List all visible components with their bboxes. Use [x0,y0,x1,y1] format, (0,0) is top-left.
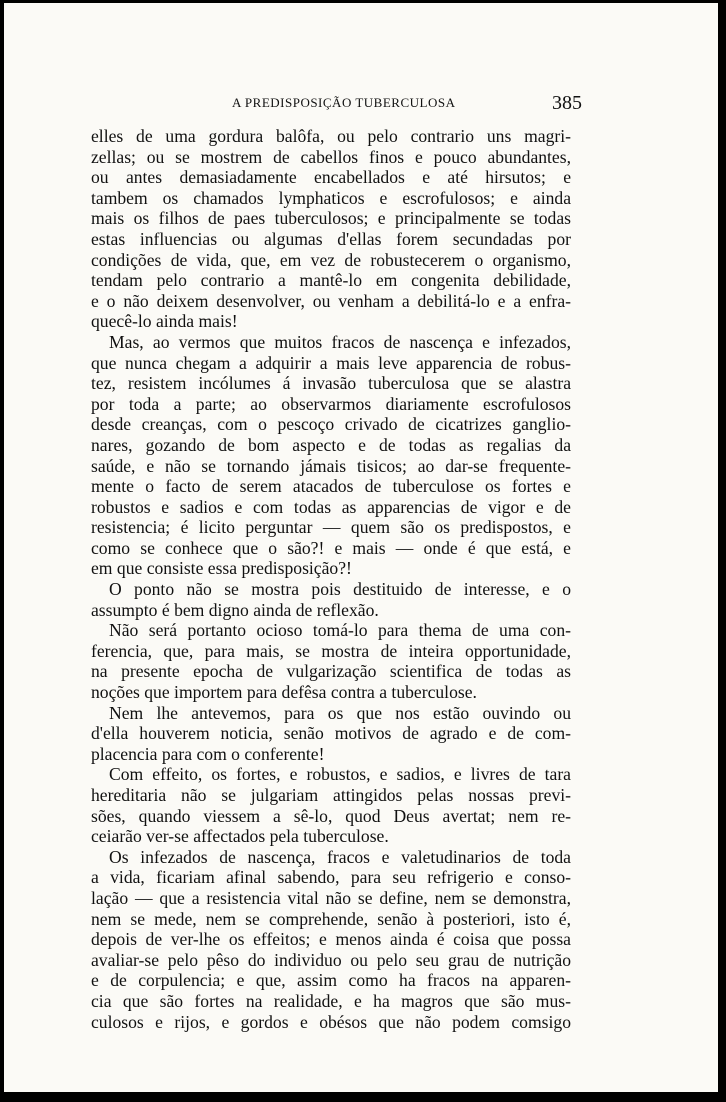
paragraph [91,620,571,702]
text-line: que nunca chegam a adquirir a mais leve apparencia de robus- [91,352,571,373]
text-line: lação — que a resistencia vital não se define, nem se demonstra, [91,887,571,908]
text-line: O ponto não se mostra pois destituido de interesse, e o [109,579,571,600]
text-line: e de corpulencia; e que, assim como ha fracos na apparen- [91,970,571,991]
text-line: noções que importem para defêsa contra a tuberculose. [91,682,477,703]
text-line: robustos e sadios e com todas as apparencias de vigor e de [91,496,571,517]
text-line: mente o facto de serem atacados de tuberculose os fortes e [91,476,571,497]
text-line: zellas; ou se mostrem de cabellos finos e pouco abundantes, [91,146,571,167]
text-line: ferencia, que, para mais, se mostra de inteira opportunidade, [91,640,571,661]
text-line: tambem os chamados lymphaticos e escrofulosos; e ainda [91,187,571,208]
page-number: 385 [552,92,582,114]
text-line: por toda a parte; ao observarmos diariamente escrofulosos [91,393,571,414]
text-line: nares, gozando de bom aspecto e de todas as regalias da [91,434,571,455]
text-line: a vida, ficariam afinal sabendo, para seu refrigerio e conso- [91,867,571,888]
text-line: como se conhece que o são?! e mais — onde é que está, e [91,537,571,558]
text-line: Nem lhe antevemos, para os que nos estão ouvindo ou [109,702,571,723]
text-line: elles de uma gordura balôfa, ou pelo contrario uns magri- [91,126,571,146]
text-line: hereditaria não se julgariam attingidos pelas nossas previ- [91,785,571,805]
text-line: tendam pelo contrario a mantê-lo em congenita debilidade, [91,270,571,291]
text-line: mais os filhos de paes tuberculosos; e principalmente se todas [91,208,571,229]
text-line: depois de ver-lhe os effeitos; e menos ainda é coisa que possa [91,929,571,950]
text-line: resistencia; é licito perguntar — quem são os predispostos, e [91,517,571,538]
text-line: condições de vida, que, em vez de robustecerem o organismo, [91,249,571,270]
paragraph [91,126,571,332]
body-text [91,126,571,1032]
text-line: d'ella houverem noticia, senão motivos de agrado e de com- [91,723,571,744]
text-line: Com effeito, os fortes, e robustos, e sadios, e livres de tara [109,764,571,785]
text-line: estas influencias ou algumas d'ellas forem secundadas por [91,228,571,249]
paragraph [91,579,571,620]
text-line: ceiarão ver-se affectados pela tuberculose. [91,826,389,847]
text-line: cia que são fortes na realidade, e ha magros que são mus- [91,990,571,1011]
text-line: assumpto é bem digno ainda de reflexão. [91,599,379,620]
text-line: tez, resistem incólumes á invasão tuberculosa que se alastra [91,373,571,394]
book-page [4,3,718,1092]
paragraph [91,847,571,1032]
text-line: Os infezados de nascença, fracos e valetudinarios de toda [109,846,571,867]
text-line: Mas, ao vermos que muitos fracos de nascença e infezados, [109,331,571,352]
paragraph [91,703,571,765]
text-line: culosos e rijos, e gordos e obésos que não podem comsigo [91,1011,571,1032]
text-line: nem se mede, nem se comprehende, senão à posteriori, isto é, [91,908,571,929]
text-line: e o não deixem desenvolver, ou venham a debilitá-lo e a enfra- [91,290,571,311]
text-line: saúde, e não se tornando jámais tisicos; ao dar-se frequente- [91,455,571,476]
text-line: na presente epocha de vulgarização scientifica de todas as [91,661,571,682]
text-line: ou antes demasiadamente encabellados e até hirsutos; e [91,167,571,188]
text-line: em que consiste essa predisposição?! [91,558,352,579]
paragraph [91,764,571,846]
text-line: quecê-lo ainda mais! [91,311,238,332]
text-line: Não será portanto ocioso tomá-lo para thema de uma con- [109,620,571,641]
running-head [92,92,582,116]
text-line: sões, quando viessem a sê-lo, quod Deus avertat; nem re- [91,805,571,826]
paragraph [91,332,571,579]
running-title: A PREDISPOSIÇÃO TUBERCULOSA [232,95,456,110]
text-line: desde creanças, com o pescoço crivado de cicatrizes ganglio- [91,414,571,435]
text-line: avaliar-se pelo pêso do individuo ou pelo seu grau de nutrição [91,949,571,970]
text-line: placencia para com o conferente! [91,743,325,764]
